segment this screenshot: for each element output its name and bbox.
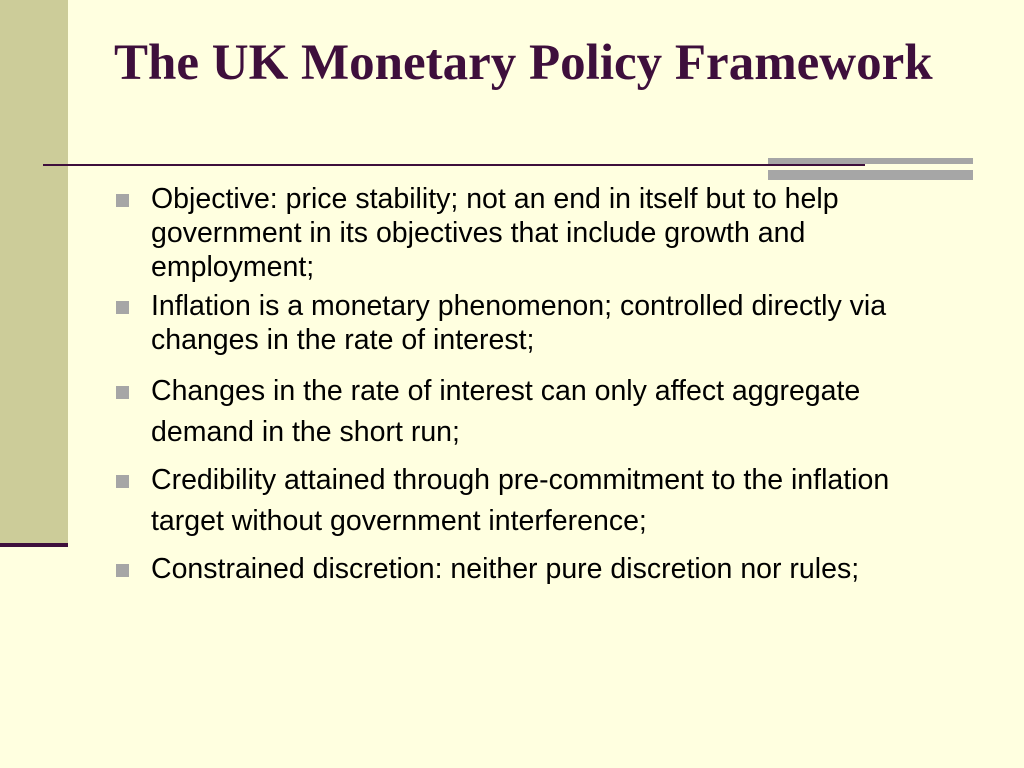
left-decorative-band	[0, 0, 68, 543]
square-bullet-icon	[116, 564, 129, 577]
bullet-item	[112, 182, 962, 284]
bullet-item	[112, 460, 962, 542]
bullet-item	[112, 549, 962, 590]
bullet-item	[112, 289, 962, 357]
bullet-text: Inflation is a monetary phenomenon; controlled directly via changes in the rate of interest;	[151, 290, 887, 356]
bullet-item	[112, 371, 962, 453]
bullet-list	[112, 182, 962, 590]
title-divider-line	[43, 164, 865, 166]
bullet-text: Constrained discretion: neither pure discretion nor rules;	[151, 553, 860, 585]
square-bullet-icon	[116, 475, 129, 488]
accent-bars	[768, 158, 973, 180]
slide-title: The UK Monetary Policy Framework	[114, 35, 933, 91]
bullet-text: Credibility attained through pre-commitment to the inflation target without government interference;	[151, 464, 890, 537]
square-bullet-icon	[116, 386, 129, 399]
left-band-underline	[0, 543, 68, 547]
bullet-text: Changes in the rate of interest can only affect aggregate demand in the short run;	[151, 375, 861, 448]
bullet-text: Objective: price stability; not an end in itself but to help government in its objectives that include growth and employment;	[151, 183, 839, 283]
accent-bar-top	[768, 158, 973, 164]
accent-bar-bottom	[768, 170, 973, 180]
square-bullet-icon	[116, 301, 129, 314]
square-bullet-icon	[116, 194, 129, 207]
